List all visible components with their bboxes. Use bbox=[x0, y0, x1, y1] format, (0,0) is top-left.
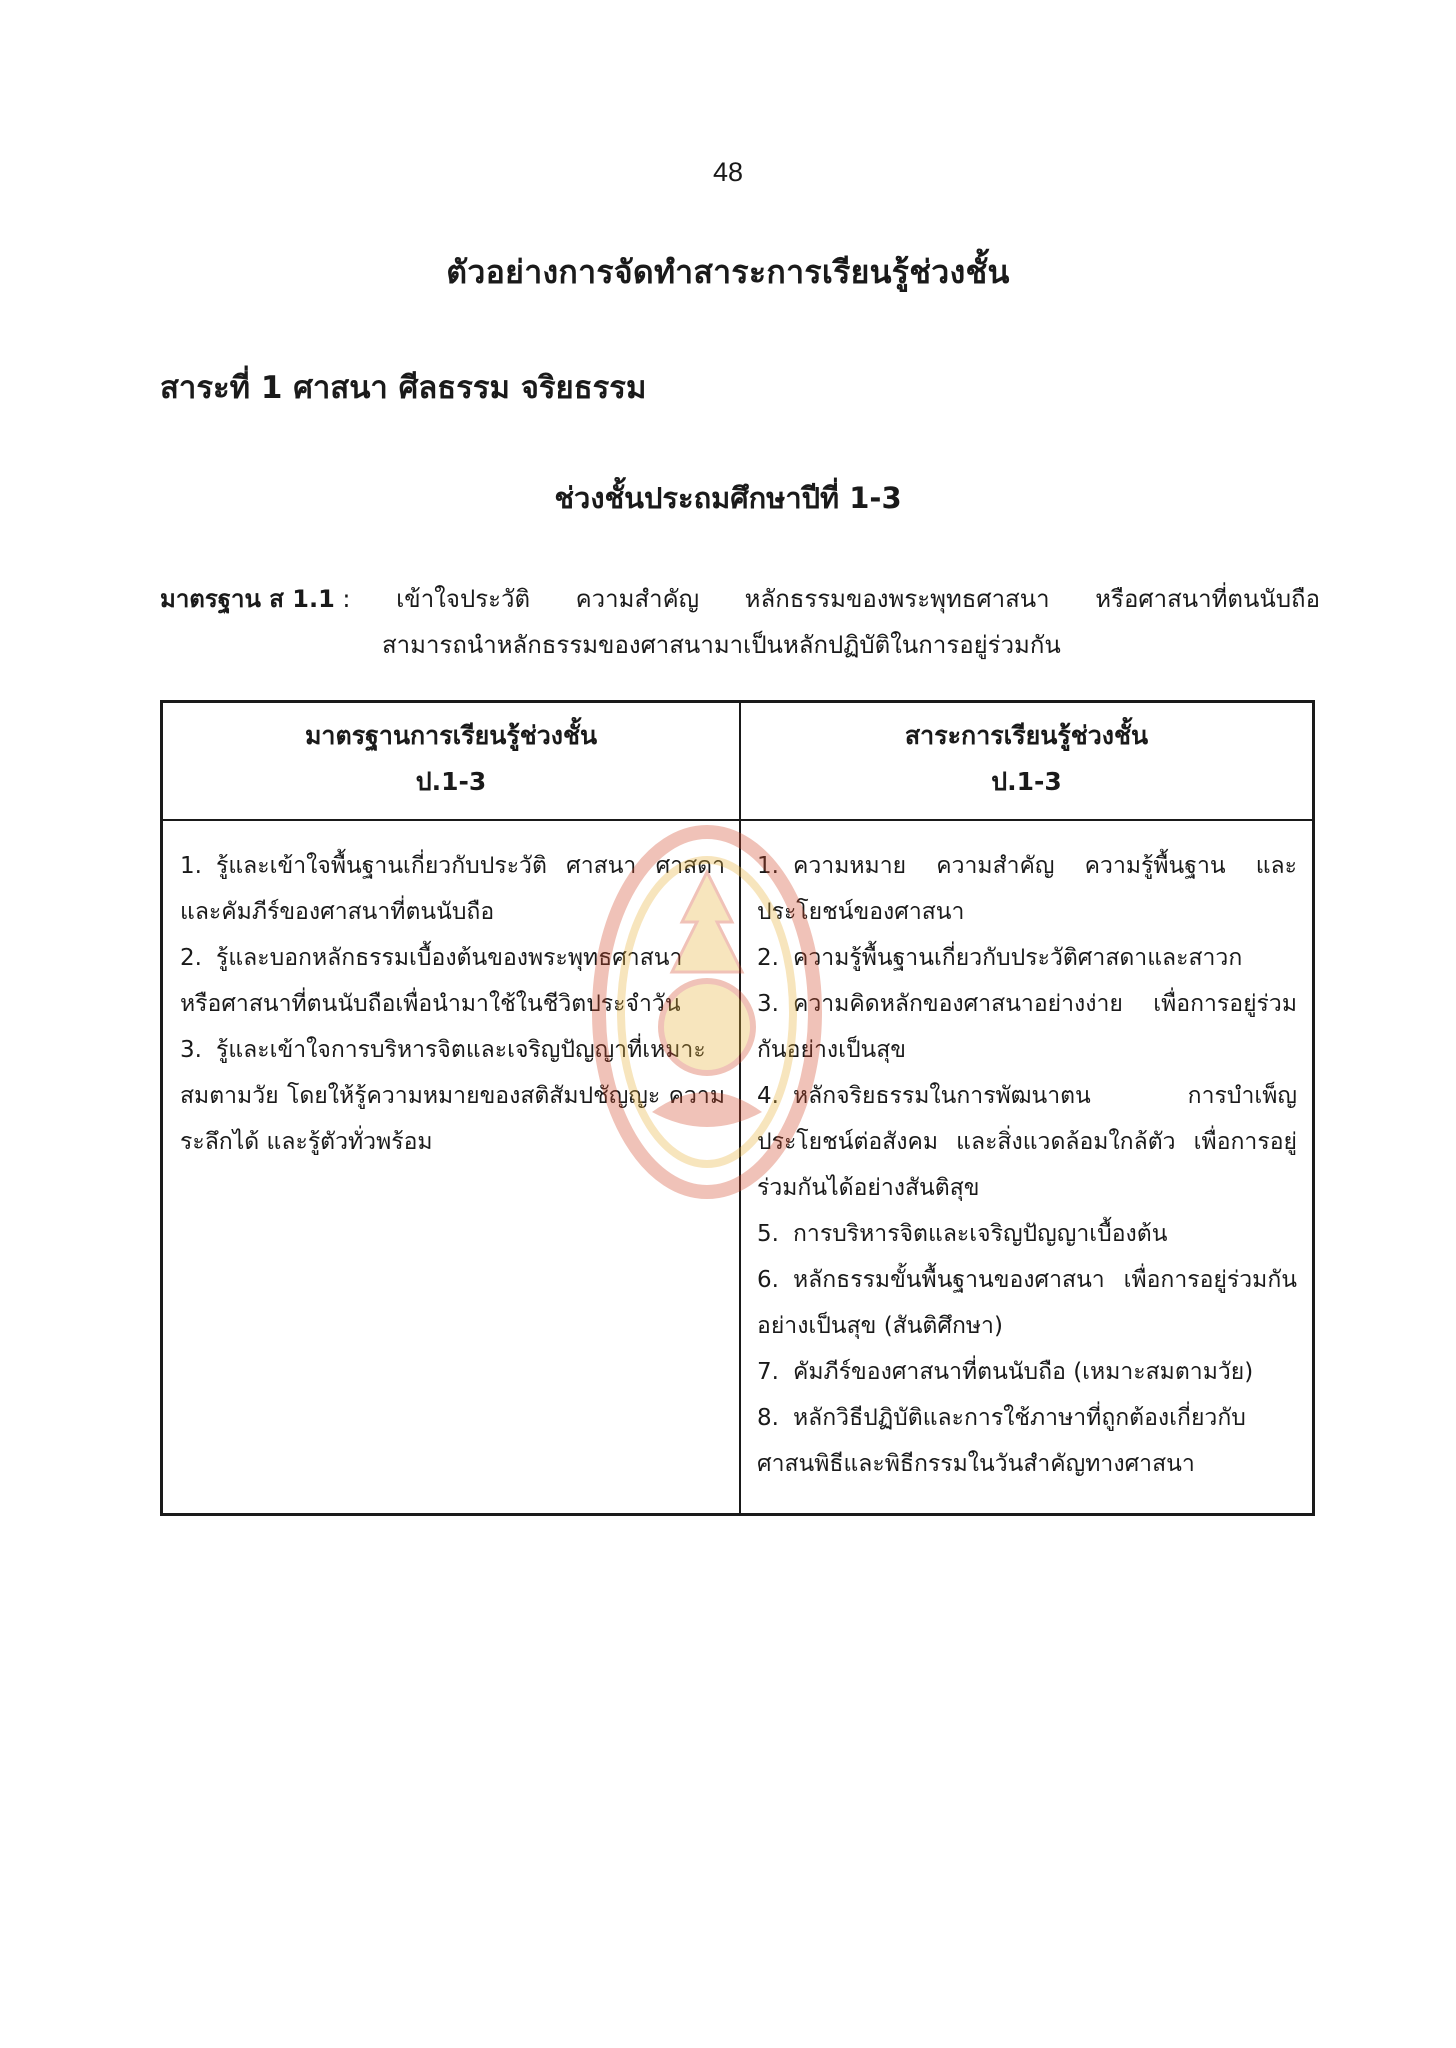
list-item bbox=[757, 1211, 1297, 1257]
standard-word: เข้าใจประวัติ bbox=[396, 585, 531, 613]
item-text: รู้และเข้าใจพื้นฐานเกี่ยวกับประวัติ ศาสนา ศาสดา และคัมภีร์ของศาสนาที่ตนนับถือ bbox=[180, 853, 725, 925]
standard-word: ความสำคัญ bbox=[575, 585, 700, 613]
item-text: การบริหารจิตและเจริญปัญญาเบื้องต้น bbox=[793, 1221, 1168, 1247]
item-number: 3. bbox=[757, 991, 779, 1017]
seal-crown-shape bbox=[672, 872, 742, 972]
item-number: 5. bbox=[757, 1221, 779, 1247]
item-text: หลักจริยธรรมในการพัฒนาตน การบำเพ็ญประโยชน์ต่อสังคม และสิ่งแวดล้อมใกล้ตัว เพื่อการอยู่ร่วมกันได้อย่างสันติสุข bbox=[757, 1083, 1297, 1201]
item-text: หลักวิธีปฏิบัติและการใช้ภาษาที่ถูกต้องเกี่ยวกับศาสนพิธีและพิธีกรรมในวันสำคัญทางศาสนา bbox=[757, 1405, 1246, 1477]
item-number: 4. bbox=[757, 1083, 779, 1109]
list-item bbox=[757, 1257, 1297, 1349]
page-number: 48 bbox=[712, 157, 744, 187]
left-header-title: มาตรฐานการเรียนรู้ช่วงชั้น bbox=[304, 721, 598, 750]
item-text: หลักธรรมขั้นพื้นฐานของศาสนา เพื่อการอยู่ร่วมกันอย่างเป็นสุข (สันติศึกษา) bbox=[757, 1267, 1297, 1339]
item-text: ความหมาย ความสำคัญ ความรู้พื้นฐาน และประโยชน์ของศาสนา bbox=[757, 853, 1297, 925]
item-text: รู้และบอกหลักธรรมเบื้องต้นของพระพุทธศาสนา หรือศาสนาที่ตนนับถือเพื่อนำมาใช้ในชีวิตประจำวัน bbox=[180, 945, 683, 1017]
item-number: 3. bbox=[180, 1037, 202, 1063]
document-title: ตัวอย่างการจัดทำสาระการเรียนรู้ช่วงชั้น bbox=[446, 253, 1010, 291]
standard-word: หรือศาสนาที่ตนนับถือ bbox=[1095, 585, 1320, 613]
list-item bbox=[757, 981, 1297, 1073]
list-item bbox=[757, 1349, 1297, 1395]
seal-watermark-icon bbox=[592, 812, 822, 1207]
standard-label-group bbox=[160, 576, 351, 622]
item-text: คัมภีร์ของศาสนาที่ตนนับถือ (เหมาะสมตามวัย) bbox=[793, 1359, 1254, 1385]
item-number: 1. bbox=[757, 853, 779, 879]
right-header-grade: ป.1-3 bbox=[991, 767, 1062, 796]
seal-base-shape bbox=[652, 1092, 762, 1127]
standard-word: หลักธรรมของพระพุทธศาสนา bbox=[744, 585, 1050, 613]
seal-center-emblem bbox=[661, 981, 753, 1073]
standard-line-1 bbox=[160, 576, 1320, 622]
item-number: 7. bbox=[757, 1359, 779, 1385]
item-number: 2. bbox=[757, 945, 779, 971]
strand-heading: สาระที่ 1 ศาสนา ศีลธรรม จริยธรรม bbox=[160, 370, 647, 406]
item-number: 1. bbox=[180, 853, 202, 879]
list-item bbox=[757, 1395, 1297, 1487]
item-text: ความรู้พื้นฐานเกี่ยวกับประวัติศาสดาและสาวก bbox=[793, 945, 1243, 971]
item-text: ความคิดหลักของศาสนาอย่างง่าย เพื่อการอยู่ร่วมกันอย่างเป็นสุข bbox=[757, 991, 1297, 1063]
item-number: 8. bbox=[757, 1405, 779, 1431]
list-item bbox=[757, 1073, 1297, 1211]
item-number: 2. bbox=[180, 945, 202, 971]
item-text: รู้และเข้าใจการบริหารจิตและเจริญปัญญาที่เหมาะสมตามวัย โดยให้รู้ความหมายของสติสัมปชัญญะ ความระลึกได้ และรู้ตัวทั่วพร้อม bbox=[180, 1037, 725, 1155]
standard-statement bbox=[160, 576, 1320, 668]
learning-content-list bbox=[757, 843, 1297, 1487]
left-header-grade: ป.1-3 bbox=[415, 767, 487, 796]
right-column-header bbox=[741, 713, 1312, 813]
list-item bbox=[757, 843, 1297, 935]
list-item bbox=[757, 935, 1297, 981]
right-header-title: สาระการเรียนรู้ช่วงชั้น bbox=[904, 721, 1149, 750]
grade-range-heading: ช่วงชั้นประถมศึกษาปีที่ 1-3 bbox=[554, 481, 902, 515]
standard-separator: : bbox=[342, 585, 351, 613]
standard-line-2: สามารถนำหลักธรรมของศาสนามาเป็นหลักปฏิบัติในการอยู่ร่วมกัน bbox=[382, 631, 1061, 659]
left-column-header bbox=[163, 713, 739, 813]
item-number: 6. bbox=[757, 1267, 779, 1293]
standard-label: มาตรฐาน ส 1.1 bbox=[160, 585, 335, 613]
